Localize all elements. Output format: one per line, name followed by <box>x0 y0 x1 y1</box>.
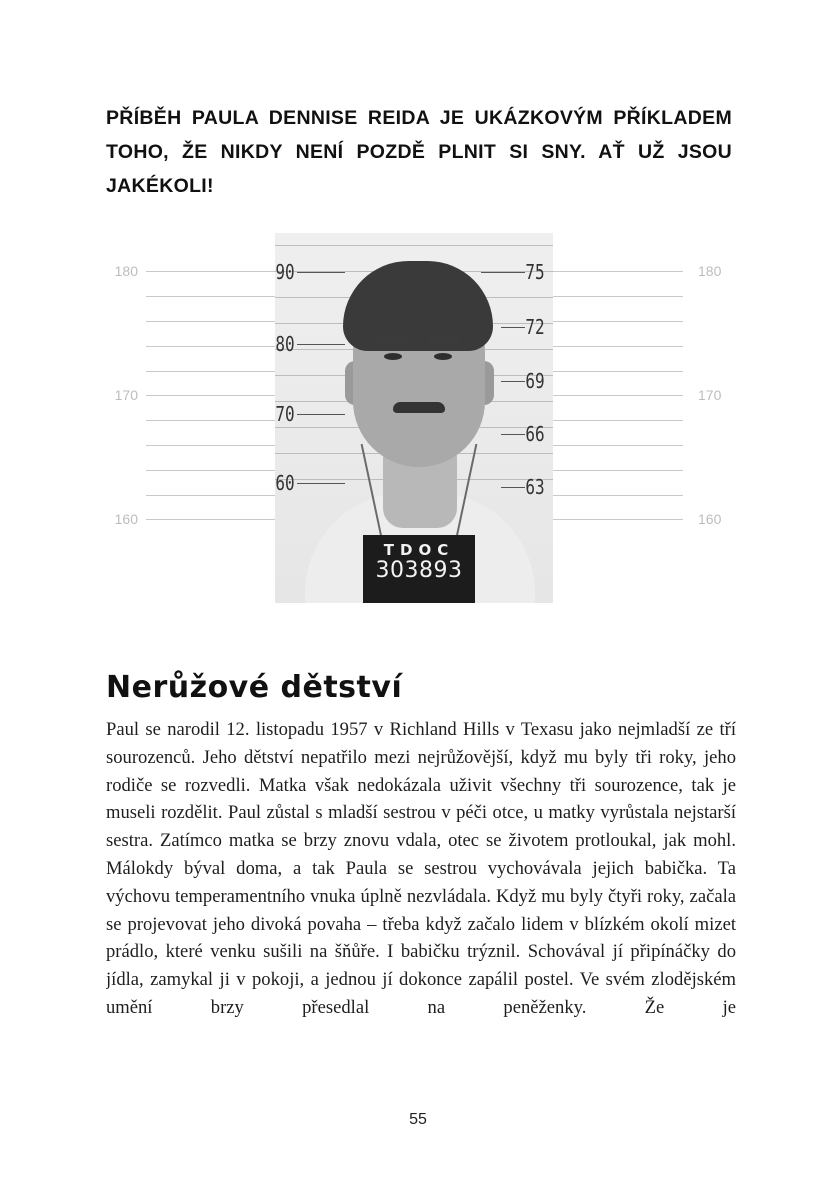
photo-tick <box>297 414 345 415</box>
scale-line <box>553 519 683 520</box>
scale-line <box>553 445 683 446</box>
scale-line <box>146 445 275 446</box>
intro-text: PŘÍBĚH PAULA DENNISE REIDA JE UKÁZKOVÝM PŘÍKLADEM TOHO, ŽE NIKDY NENÍ POZDĚ PLNIT SI SNY. AŤ UŽ JSOU JAKÉKOLI! <box>106 107 732 197</box>
photo-mark-80: 80 <box>275 332 295 356</box>
scale-line <box>553 395 683 396</box>
photo-mark-63: 63 <box>525 475 545 499</box>
eye <box>384 353 402 360</box>
photo-mark-70: 70 <box>275 402 295 426</box>
scale-line <box>553 420 683 421</box>
photo-mark-72: 72 <box>525 315 545 339</box>
page-number: 55 <box>409 1111 427 1128</box>
scale-label-160-right: 160 <box>698 511 722 527</box>
scale-line <box>146 420 275 421</box>
photo-mark-60: 60 <box>275 471 295 495</box>
photo-mark-75: 75 <box>525 260 545 284</box>
scale-line <box>553 470 683 471</box>
scale-line <box>146 271 275 272</box>
scale-line <box>553 371 683 372</box>
scale-line <box>146 519 275 520</box>
scale-line <box>553 271 683 272</box>
eyebrow <box>427 337 461 344</box>
scale-line <box>553 495 683 496</box>
placard-agency: TDOC <box>383 541 455 559</box>
wall-line <box>275 245 553 246</box>
mustache <box>393 402 445 413</box>
scale-label-160-left: 160 <box>114 511 138 527</box>
photo-tick <box>501 381 525 382</box>
photo-tick <box>297 272 345 273</box>
photo-tick <box>297 344 345 345</box>
scale-line <box>146 371 275 372</box>
hair <box>343 261 493 351</box>
photo-tick <box>297 483 345 484</box>
photo-tick <box>501 327 525 328</box>
photo-tick <box>481 272 525 273</box>
mugshot-photo <box>275 233 553 603</box>
photo-mark-90: 90 <box>275 260 295 284</box>
photo-mark-69: 69 <box>525 369 545 393</box>
scale-label-170-right: 170 <box>698 387 722 403</box>
eyebrow <box>376 337 410 344</box>
scale-line <box>146 296 275 297</box>
body-text: Paul se narodil 12. listopadu 1957 v Richland Hills v Texasu jako nejmladší ze tří sourozenců. Jeho dětství nepatřilo mezi nejrůžovější, když mu byly tři roky, jeho rodiče se rozvedli. Matka však nedokázala uživit všechny tři sourozence, tak je museli rozdělit. Paul zůstal s mladší sestrou v péči otce, u matky vyrůstala nejstarší sestra. Zatímco matka se brzy znovu vdala, otec se životem protloukal, jak mohl. Málokdy býval doma, a tak Paula se sestrou vychovávala jejich babička. Ta výchovu temperamentního vnuka úplně nezvládala. Když mu byly čtyři roky, začala se projevovat jeho divoká povaha – třeba když začalo lidem v blízkém okolí mizet prádlo, které venku sušili na šňůře. I babičku trýznil. Schovával jí připínáčky do jídla, zamykal ji v pokoji, a jednou jí dokonce zapálil postel. Ve svém zlodějském umění brzy přesedlal na peněženky. Že je <box>106 719 736 1018</box>
photo-mark-66: 66 <box>525 422 545 446</box>
scale-label-170-left: 170 <box>114 387 138 403</box>
scale-line <box>146 470 275 471</box>
scale-line <box>146 395 275 396</box>
placard-number: 303893 <box>375 558 463 583</box>
scale-label-180-right: 180 <box>698 263 722 279</box>
eye <box>434 353 452 360</box>
photo-tick <box>501 434 525 435</box>
scale-line <box>146 346 275 347</box>
scale-label-180-left: 180 <box>114 263 138 279</box>
photo-tick <box>501 487 525 488</box>
chapter-title: Nerůžové dětství <box>106 670 403 705</box>
prisoner-placard <box>363 535 475 603</box>
scale-line <box>553 321 683 322</box>
scale-line <box>553 296 683 297</box>
scale-line <box>146 495 275 496</box>
scale-line <box>553 346 683 347</box>
scale-line <box>146 321 275 322</box>
